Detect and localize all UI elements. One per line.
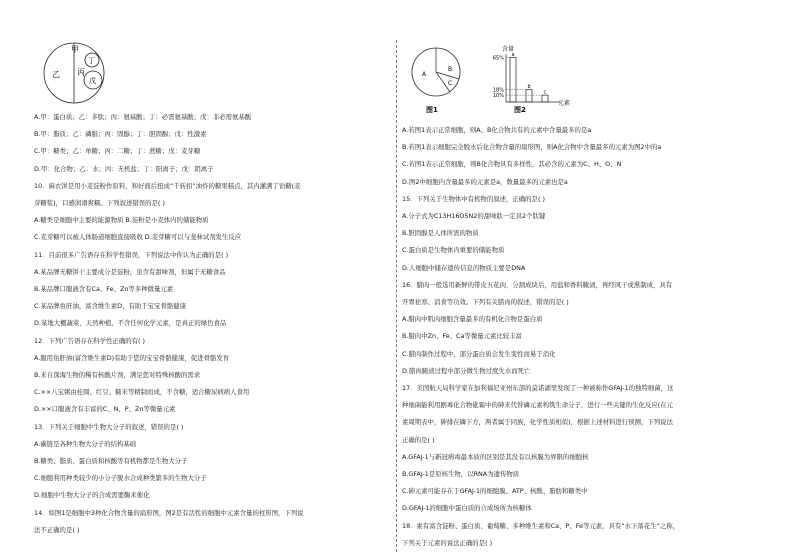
y-tick-label: 18%	[492, 87, 504, 94]
question-text-line: 下列关于元素的说法正确的是( )	[402, 538, 493, 547]
bar-b	[526, 90, 532, 102]
question-text-line: B.甲：脂质；乙：磷脂；丙：固醇；丁：胆固醇；戊：性激素	[34, 130, 207, 139]
question-text-line: A.若图1表示正常细胞，则A、B化合物共有的元素中含量最多的是a	[402, 126, 592, 134]
venn-label-ding: 丁	[88, 57, 95, 65]
column-divider	[396, 40, 397, 552]
question-text-line: C.某品牌鱼肝油，富含维生素D，有助于宝宝骨骼健康	[34, 302, 187, 311]
venn-label-wu: 戊	[89, 77, 96, 85]
question-text-line: 14．如图1是细胞中3种化合物含量的扇形图，图2是有活性的细胞中元素含量的柱形图，下列说	[34, 508, 304, 517]
y-tick-label: 65%	[492, 55, 504, 62]
question-text-line: B.腊肉中Zn、Fe、Ca等微量元素比较丰富	[402, 332, 522, 341]
question-text-line: 素周期表中，砷排在磷下方，两者属于同族，化学性质相似)，根据上述材料进行预测，下列说法	[402, 418, 673, 427]
question-text-line: D.细胞中生物大分子的合成需要酶来催化	[34, 491, 150, 500]
question-text-line: 17．美国航天局科学家在加利福尼亚州东部的莫诺湖里发现了一种被称作GFAJ-1的独特细菌，这	[402, 384, 674, 392]
figure-2-bar-chart	[470, 44, 580, 116]
pie-label-b: B	[448, 66, 453, 73]
pie-label-a: A	[422, 71, 427, 78]
question-text-line: B.来自深海生物的稀有核酸片剂，满足您对特殊核酸的需求	[34, 371, 201, 379]
question-text-line: D.××口服液含有丰富的C、N、P、Zn等微量元素	[34, 405, 176, 414]
question-text-line: A.碳链是各种生物大分子的结构基础	[34, 439, 137, 448]
question-text-line: B.胆固醇是人体所需的物质	[402, 229, 479, 238]
question-text-line: D.腊肉腌渍过程中部分微生物过度失水而死亡	[402, 366, 531, 375]
bar-c	[542, 95, 548, 102]
question-text-line: A.GFAJ-1与新冠病毒最本质的区别是其没有以核膜为界限的细胞核	[402, 452, 589, 461]
question-text-line: A.腊肉中肌肉细胞含量最多的有机化合物是蛋白质	[402, 315, 543, 324]
question-text-line: 开胃祛寒、消食等功效。下列有关腊肉的叙述，错误的是( )	[402, 298, 569, 306]
question-text-line: C.砷元素可能存在于GFAJ-1的细胞膜、ATP、核酸、脂肪和糖类中	[402, 487, 588, 496]
question-text-line: A.分子式为C13H16O5N2的甜味肽一定具2个肽键	[402, 212, 546, 220]
pie-slice-edge	[436, 72, 459, 79]
question-text-line: 13．下列关于细胞中生物大分子的叙述，错误的是( )	[34, 422, 184, 431]
question-text-line: 种细菌能利用剧毒化合物砒霜中的砷来代替磷元素构筑生命分子，进行一些关键的生化反应(在元	[402, 401, 673, 410]
question-text-line: C.甲：糖类；乙：单糖；丙：二糖；丁：蔗糖；戊：麦芽糖	[34, 147, 201, 156]
question-text-line: 18．素有富含淀粉、蛋白质、葡萄糖、多种维生素和Ca、P、Fe等元素，具有“水下落花生”之称，	[402, 521, 680, 530]
venn-label-jia: 甲	[71, 45, 79, 54]
y-tick-label: 10%	[492, 93, 504, 100]
question-text-line: B.糖类、脂质、蛋白质和核酸等有机物都是生物大分子	[34, 457, 188, 465]
y-axis-label: 含量	[502, 46, 515, 53]
question-text-line: C.细胞利用种类较少的小分子脱水合成种类繁多的生物大分子	[34, 474, 207, 483]
bar-label-c: c	[543, 89, 547, 96]
figure-2-caption: 图2	[514, 106, 526, 114]
question-text-line: C.××八宝粥由桂圆、红豆、糯米等精制而成，不含糖，适合糖尿病病人食用	[34, 388, 250, 397]
venn-diagram	[38, 42, 110, 104]
question-text-line: C.麦芽糖可以被人体肠道细胞直接吸收 D.麦芽糖可以与斐林试剂发生反应	[34, 233, 242, 242]
question-text-line: D.某地大棚蔬菜，天然种植，不含任何化学元素，是真正的绿色食品	[34, 319, 227, 328]
figure-1-caption: 图1	[426, 106, 438, 114]
question-text-line: 11．目前很多广告语存在科学性错误，下列说法中你认为正确的是( )	[34, 250, 229, 259]
venn-label-yi: 乙	[52, 70, 60, 79]
question-text-line: 12．下列广告语存在科学性正确的有( )	[34, 336, 146, 345]
question-text-line: 15．下列关于生物体中有机物的叙述，正确的是( )	[402, 194, 545, 203]
bar-label-a: a	[511, 51, 515, 58]
question-text-line: B.GFAJ-1是原核生物，以RNA为遗传物质	[402, 470, 520, 478]
question-text-line: 正确的是( )	[402, 435, 435, 444]
question-text-line: C.腊肉制作过程中，部分蛋白质会发生变性而易于消化	[402, 349, 556, 358]
question-text-line: D.图2中细胞内含量最多的元素是a，数量最多的元素也是a	[402, 177, 568, 186]
question-text-line: 10．麻衣饼是用小麦淀粉作原料，和好面后扭成“千转扣”油炸的糖果糕点，其内灌满了饴糖(麦	[34, 181, 301, 190]
pie-label-c: C	[448, 80, 453, 87]
question-text-line: A.某品牌无糖饼干主要成分是淀粉，虽含有甜味剂，但属于无糖食品	[34, 267, 226, 276]
question-text-line: 芽糖浆)，口感润滑爽糯。下列叙述错误的是( )	[34, 199, 165, 207]
question-text-line: 法不正确的是( )	[34, 525, 80, 534]
venn-label-bing: 丙	[77, 68, 85, 77]
figure-1-pie	[410, 44, 470, 116]
question-text-line: A.甲：蛋白质；乙：多肽；丙：氨基酸；丁：必需氨基酸；戊：非必需氨基酸	[34, 113, 252, 121]
question-text-line: B.某品牌口服液含有Ca、Fe、Zn等多种微量元素	[34, 285, 174, 293]
question-text-line: B.若图1表示细胞完全脱水后化合物含量的扇形图，则A化合物中含量最多的元素为图2中的a	[402, 143, 662, 152]
bar-label-b: b	[527, 84, 531, 91]
question-text-line: C.若图1表示正常细胞，则B化合物具有多样性，其必含的元素为C、H、O、N	[402, 160, 622, 169]
question-text-line: D.甲：化合物；乙：水；丙：无机盐；丁：阳离子；戊：阴离子	[34, 164, 214, 173]
question-text-line: D.人细胞中储存遗传信息的物质主要是DNA	[402, 263, 526, 272]
x-axis-label: 元素	[558, 100, 571, 107]
question-text-line: A.糖类是细胞中主要的能源物质 B.淀粉是小麦体内的储能物质	[34, 216, 209, 225]
question-text-line: D.GFAJ-1的细胞中蛋白质的合成场所为核糖体	[402, 504, 532, 513]
question-text-line: 16．腊肉一般选用新鲜的带皮五花肉，分割成块后，用盐和香料腌渍，再经风干或熏制成，具有	[402, 280, 673, 289]
question-text-line: A.服用鱼肝油(富含维生素D)有助于您的宝宝骨骼健康，促进骨骼发育	[34, 353, 230, 362]
question-text-line: C.蛋白质是生物体内重要的储能物质	[402, 246, 505, 255]
